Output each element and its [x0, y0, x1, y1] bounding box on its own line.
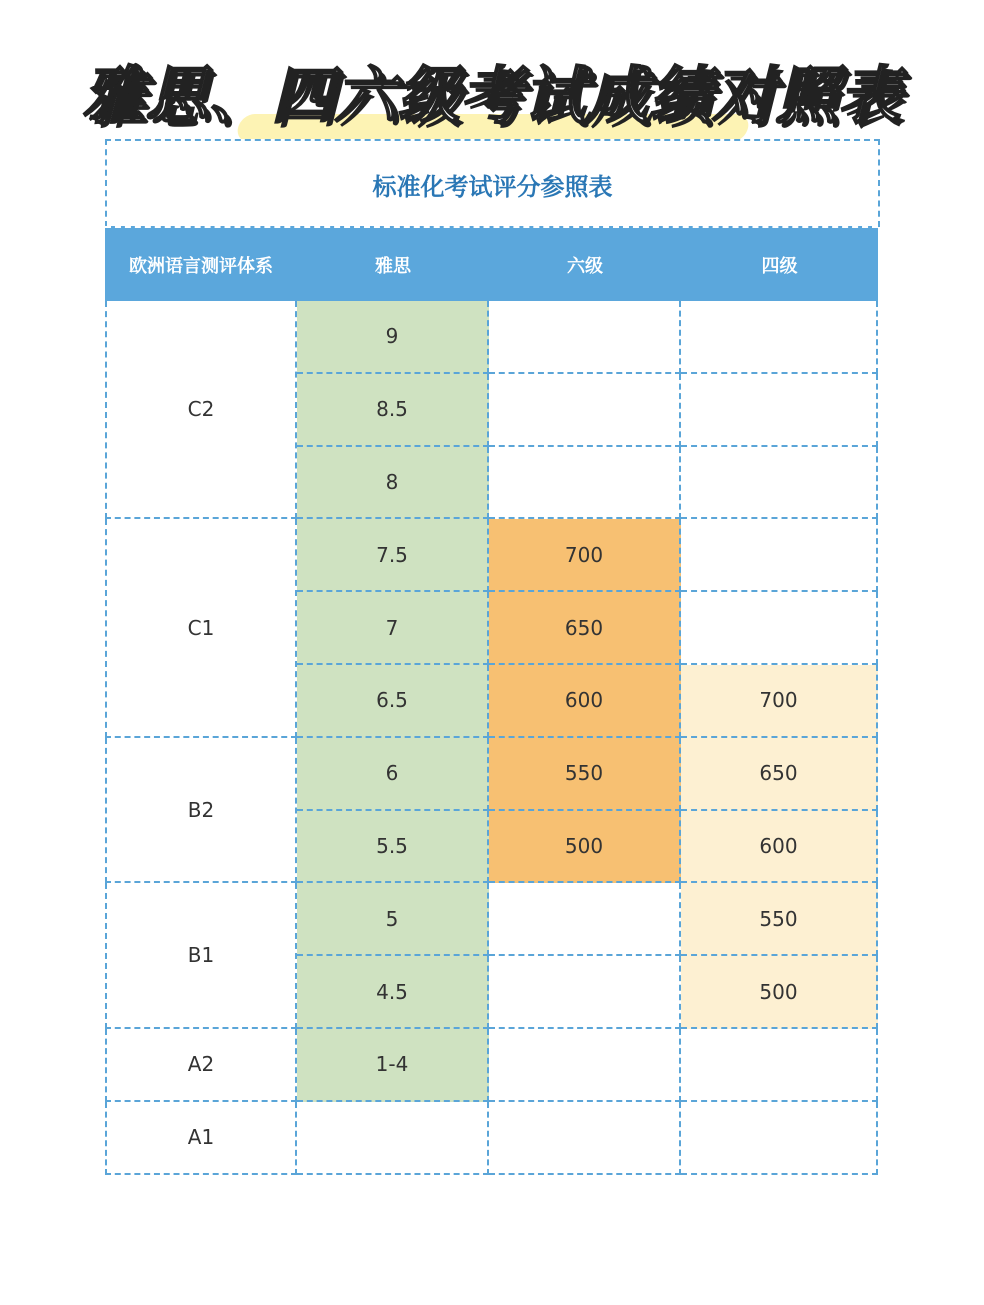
cefr-level-cell: C2 — [105, 301, 297, 519]
ielts-score-cell: 7 — [297, 592, 489, 665]
table-header-row — [105, 226, 878, 301]
cet4-score-cell — [681, 374, 878, 447]
ielts-score-cell — [297, 1102, 489, 1175]
ielts-score-cell: 8 — [297, 447, 489, 520]
title-area — [0, 30, 984, 150]
cet6-score-cell — [489, 447, 681, 520]
header-ielts: 雅思 — [375, 255, 411, 277]
cet6-score-cell — [489, 1102, 681, 1175]
header-cet4: 四级 — [761, 255, 798, 277]
ielts-score-cell: 8.5 — [297, 374, 489, 447]
cet4-score-cell — [681, 519, 878, 592]
cet6-score-cell — [489, 956, 681, 1029]
ielts-score-cell: 1-4 — [297, 1029, 489, 1102]
cet6-score-cell: 550 — [489, 738, 681, 811]
cet6-score-cell — [489, 1029, 681, 1102]
cefr-level-cell: B1 — [105, 883, 297, 1029]
cet6-score-cell: 600 — [489, 665, 681, 738]
ielts-score-cell: 9 — [297, 301, 489, 374]
cet4-score-cell — [681, 447, 878, 520]
cet4-score-cell: 650 — [681, 738, 878, 811]
cet6-score-cell: 700 — [489, 519, 681, 592]
cet6-score-cell: 650 — [489, 592, 681, 665]
cet4-score-cell: 550 — [681, 883, 878, 956]
cefr-level-cell: B2 — [105, 738, 297, 884]
header-cet6: 六级 — [567, 255, 603, 277]
ielts-score-cell: 6.5 — [297, 665, 489, 738]
cet4-score-cell — [681, 592, 878, 665]
cefr-level-cell: A1 — [105, 1102, 297, 1175]
cet6-score-cell — [489, 374, 681, 447]
cet6-score-cell: 500 — [489, 811, 681, 884]
table-caption: 标准化考试评分参照表 — [105, 139, 880, 227]
ielts-score-cell: 5.5 — [297, 811, 489, 884]
cet4-score-cell — [681, 301, 878, 374]
cet4-score-cell — [681, 1029, 878, 1102]
cefr-level-cell: C1 — [105, 519, 297, 737]
cet6-score-cell — [489, 883, 681, 956]
page-title: 雅思、四六级考试成绩对照表 — [82, 59, 902, 132]
cet4-score-cell: 700 — [681, 665, 878, 738]
cet6-score-cell — [489, 301, 681, 374]
ielts-score-cell: 7.5 — [297, 519, 489, 592]
cefr-level-cell: A2 — [105, 1029, 297, 1102]
ielts-score-cell: 4.5 — [297, 956, 489, 1029]
cet4-score-cell — [681, 1102, 878, 1175]
ielts-score-cell: 5 — [297, 883, 489, 956]
cet4-score-cell: 600 — [681, 811, 878, 884]
header-cefr: 欧洲语言测评体系 — [129, 255, 273, 277]
ielts-score-cell: 6 — [297, 738, 489, 811]
score-comparison-table — [105, 139, 878, 1170]
cet4-score-cell: 500 — [681, 956, 878, 1029]
